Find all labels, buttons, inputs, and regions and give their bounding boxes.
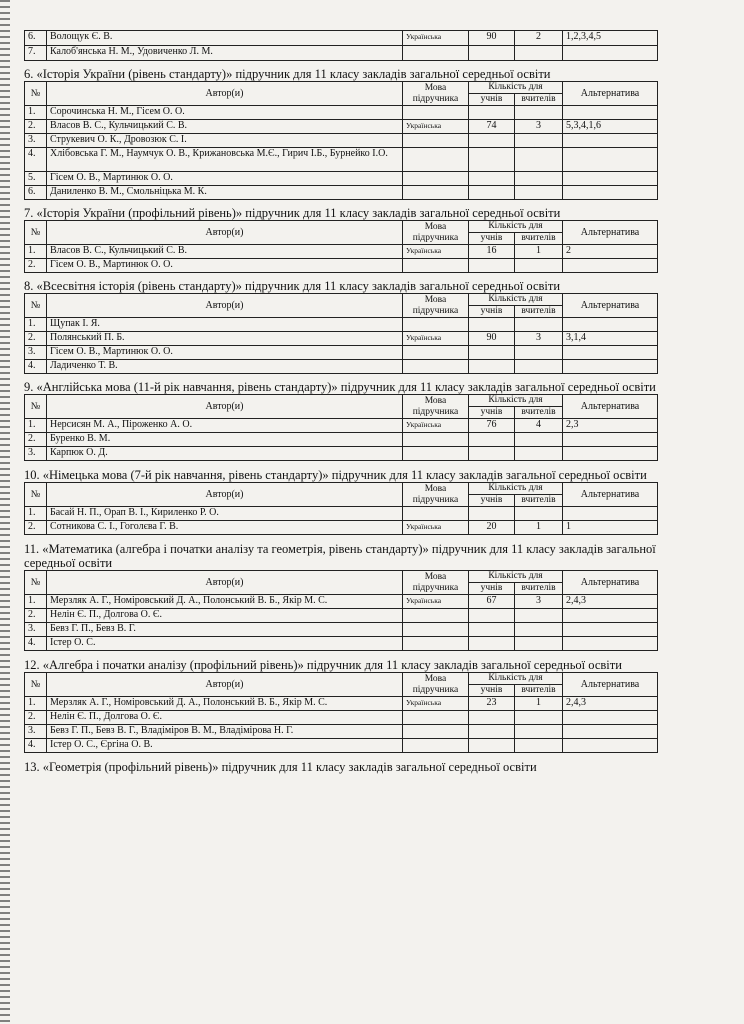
row-language bbox=[403, 507, 469, 521]
table-row bbox=[25, 711, 658, 725]
row-students bbox=[469, 318, 515, 332]
row-teachers bbox=[515, 507, 563, 521]
header-language: Мова підручника bbox=[403, 483, 469, 507]
header-count: Кількість для bbox=[469, 483, 563, 495]
row-alternative bbox=[563, 134, 658, 148]
header-teachers: вчителів bbox=[515, 407, 563, 419]
row-alternative: 2,4,3 bbox=[563, 595, 658, 609]
row-alternative bbox=[563, 360, 658, 374]
header-alternative: Альтернатива bbox=[563, 82, 658, 106]
row-alternative: 3,1,4 bbox=[563, 332, 658, 346]
row-teachers bbox=[515, 346, 563, 360]
table-row bbox=[25, 447, 658, 461]
row-language bbox=[403, 186, 469, 200]
row-teachers bbox=[515, 447, 563, 461]
row-students bbox=[469, 433, 515, 447]
row-author: Мерзляк А. Г., Номіровський Д. А., Полонський В. Б., Якір М. С. bbox=[47, 595, 403, 609]
table-row bbox=[25, 433, 658, 447]
table-row bbox=[25, 148, 658, 172]
textbook-table bbox=[24, 570, 658, 651]
row-number: 2. bbox=[25, 120, 47, 134]
row-author: Власов В. С., Кульчицький С. В. bbox=[47, 245, 403, 259]
header-language: Мова підручника bbox=[403, 571, 469, 595]
row-number: 7. bbox=[25, 46, 47, 61]
header-author: Автор(и) bbox=[47, 673, 403, 697]
row-language bbox=[403, 711, 469, 725]
header-num: № bbox=[25, 673, 47, 697]
row-author: Нерсисян М. А., Піроженко А. О. bbox=[47, 419, 403, 433]
header-teachers: вчителів bbox=[515, 306, 563, 318]
row-number: 1. bbox=[25, 106, 47, 120]
section-title: 11. «Математика (алгебра і початки аналізу та геометрія, рівень стандарту)» підручник для 11 класу закладів загальної середньої освіти bbox=[24, 542, 656, 570]
header-num: № bbox=[25, 571, 47, 595]
row-number: 1. bbox=[25, 595, 47, 609]
row-students bbox=[469, 637, 515, 651]
row-author: Ладиченко Т. В. bbox=[47, 360, 403, 374]
header-row bbox=[25, 82, 658, 94]
header-row bbox=[25, 483, 658, 495]
table-row bbox=[25, 106, 658, 120]
row-alternative bbox=[563, 637, 658, 651]
row-author: Буренко В. М. bbox=[47, 433, 403, 447]
row-students bbox=[469, 106, 515, 120]
row-author: Власов В. С., Кульчицький С. В. bbox=[47, 120, 403, 134]
textbook-table bbox=[24, 672, 658, 753]
row-teachers: 3 bbox=[515, 120, 563, 134]
row-alternative bbox=[563, 172, 658, 186]
header-teachers: вчителів bbox=[515, 233, 563, 245]
row-language bbox=[403, 46, 469, 61]
table-row bbox=[25, 134, 658, 148]
row-number: 1. bbox=[25, 245, 47, 259]
header-count: Кількість для bbox=[469, 395, 563, 407]
header-alternative: Альтернатива bbox=[563, 395, 658, 419]
row-students: 20 bbox=[469, 521, 515, 535]
header-author: Автор(и) bbox=[47, 82, 403, 106]
header-students: учнів bbox=[469, 407, 515, 419]
row-alternative bbox=[563, 711, 658, 725]
header-alternative: Альтернатива bbox=[563, 294, 658, 318]
row-number: 6. bbox=[25, 31, 47, 46]
row-number: 3. bbox=[25, 346, 47, 360]
table-row bbox=[25, 595, 658, 609]
textbook-table bbox=[24, 394, 658, 461]
row-number: 6. bbox=[25, 186, 47, 200]
row-teachers bbox=[515, 259, 563, 273]
row-author: Гісем О. В., Мартинюк О. О. bbox=[47, 346, 403, 360]
row-author: Басай Н. П., Орап В. І., Кириленко Р. О. bbox=[47, 507, 403, 521]
header-students: учнів bbox=[469, 495, 515, 507]
table-row bbox=[25, 507, 658, 521]
row-students bbox=[469, 46, 515, 61]
row-number: 1. bbox=[25, 507, 47, 521]
row-author: Гісем О. В., Мартинюк О. О. bbox=[47, 172, 403, 186]
row-author: Мерзляк А. Г., Номіровський Д. А., Полонський В. Б., Якір М. С. bbox=[47, 697, 403, 711]
table-row bbox=[25, 637, 658, 651]
row-students bbox=[469, 346, 515, 360]
document-page bbox=[24, 0, 664, 774]
row-author: Нелін Є. П., Долгова О. Є. bbox=[47, 711, 403, 725]
row-teachers bbox=[515, 134, 563, 148]
row-students bbox=[469, 134, 515, 148]
row-number: 2. bbox=[25, 609, 47, 623]
row-language: Українська bbox=[403, 245, 469, 259]
row-language bbox=[403, 433, 469, 447]
row-students: 76 bbox=[469, 419, 515, 433]
row-teachers bbox=[515, 623, 563, 637]
row-number: 4. bbox=[25, 360, 47, 374]
row-teachers: 1 bbox=[515, 697, 563, 711]
header-author: Автор(и) bbox=[47, 294, 403, 318]
row-teachers: 1 bbox=[515, 521, 563, 535]
row-language bbox=[403, 609, 469, 623]
header-row bbox=[25, 294, 658, 306]
row-language: Українська bbox=[403, 697, 469, 711]
row-language bbox=[403, 106, 469, 120]
textbook-table bbox=[24, 482, 658, 535]
row-language bbox=[403, 637, 469, 651]
header-count: Кількість для bbox=[469, 571, 563, 583]
table-row bbox=[25, 186, 658, 200]
row-author: Гісем О. В., Мартинюк О. О. bbox=[47, 259, 403, 273]
header-num: № bbox=[25, 82, 47, 106]
header-row bbox=[25, 571, 658, 583]
row-number: 1. bbox=[25, 318, 47, 332]
table-row bbox=[25, 346, 658, 360]
header-row bbox=[25, 221, 658, 233]
row-alternative bbox=[563, 433, 658, 447]
row-author: Даниленко В. М., Смольніцька М. К. bbox=[47, 186, 403, 200]
row-students bbox=[469, 725, 515, 739]
row-number: 3. bbox=[25, 447, 47, 461]
header-students: учнів bbox=[469, 685, 515, 697]
row-teachers: 3 bbox=[515, 332, 563, 346]
row-alternative bbox=[563, 46, 658, 61]
table-row bbox=[25, 623, 658, 637]
row-alternative bbox=[563, 148, 658, 172]
row-students bbox=[469, 623, 515, 637]
table-row bbox=[25, 46, 658, 61]
header-students: учнів bbox=[469, 306, 515, 318]
row-teachers bbox=[515, 609, 563, 623]
section-title: 10. «Німецька мова (7-й рік навчання, рівень стандарту)» підручник для 11 класу закладів загальної середньої освіти bbox=[24, 468, 647, 482]
header-language: Мова підручника bbox=[403, 673, 469, 697]
row-language bbox=[403, 148, 469, 172]
header-students: учнів bbox=[469, 94, 515, 106]
row-author: Волощук Є. В. bbox=[47, 31, 403, 46]
row-language bbox=[403, 360, 469, 374]
row-students bbox=[469, 507, 515, 521]
row-language bbox=[403, 346, 469, 360]
header-language: Мова підручника bbox=[403, 294, 469, 318]
row-teachers: 4 bbox=[515, 419, 563, 433]
row-author: Істер О. С., Єргіна О. В. bbox=[47, 739, 403, 753]
table-row bbox=[25, 259, 658, 273]
row-number: 3. bbox=[25, 134, 47, 148]
table-row bbox=[25, 245, 658, 259]
row-alternative bbox=[563, 318, 658, 332]
row-students: 74 bbox=[469, 120, 515, 134]
row-students: 67 bbox=[469, 595, 515, 609]
row-author: Полянський П. Б. bbox=[47, 332, 403, 346]
header-num: № bbox=[25, 395, 47, 419]
header-alternative: Альтернатива bbox=[563, 483, 658, 507]
header-teachers: вчителів bbox=[515, 685, 563, 697]
header-author: Автор(и) bbox=[47, 483, 403, 507]
row-alternative bbox=[563, 447, 658, 461]
header-students: учнів bbox=[469, 233, 515, 245]
table-row bbox=[25, 725, 658, 739]
row-alternative: 2,3 bbox=[563, 419, 658, 433]
table-row bbox=[25, 332, 658, 346]
header-author: Автор(и) bbox=[47, 221, 403, 245]
row-author: Сотникова С. І., Гоголєва Г. В. bbox=[47, 521, 403, 535]
header-teachers: вчителів bbox=[515, 94, 563, 106]
row-teachers bbox=[515, 711, 563, 725]
row-language bbox=[403, 725, 469, 739]
row-number: 2. bbox=[25, 433, 47, 447]
table-row bbox=[25, 360, 658, 374]
row-number: 4. bbox=[25, 148, 47, 172]
header-alternative: Альтернатива bbox=[563, 221, 658, 245]
row-teachers bbox=[515, 637, 563, 651]
row-students bbox=[469, 186, 515, 200]
sections-container bbox=[24, 67, 664, 774]
row-number: 2. bbox=[25, 332, 47, 346]
header-count: Кількість для bbox=[469, 673, 563, 685]
row-number: 4. bbox=[25, 739, 47, 753]
row-alternative: 5,3,4,1,6 bbox=[563, 120, 658, 134]
top-table bbox=[24, 30, 658, 61]
row-alternative bbox=[563, 346, 658, 360]
row-language: Українська bbox=[403, 595, 469, 609]
header-count: Кількість для bbox=[469, 221, 563, 233]
header-num: № bbox=[25, 483, 47, 507]
row-students: 16 bbox=[469, 245, 515, 259]
row-language bbox=[403, 259, 469, 273]
row-language: Українська bbox=[403, 332, 469, 346]
row-author: Бевз Г. П., Бевз В. Г. bbox=[47, 623, 403, 637]
header-num: № bbox=[25, 294, 47, 318]
row-teachers bbox=[515, 46, 563, 61]
textbook-table bbox=[24, 81, 658, 200]
section-title: 8. «Всесвітня історія (рівень стандарту)» підручник для 11 класу закладів загальної середньої освіти bbox=[24, 279, 561, 293]
section-title: 9. «Англійська мова (11-й рік навчання, рівень стандарту)» підручник для 11 класу закладів загальної середньої освіти bbox=[24, 380, 656, 394]
row-teachers bbox=[515, 433, 563, 447]
row-author: Карпюк О. Д. bbox=[47, 447, 403, 461]
row-language bbox=[403, 134, 469, 148]
table-row bbox=[25, 739, 658, 753]
binding-holes bbox=[0, 0, 10, 1024]
header-students: учнів bbox=[469, 583, 515, 595]
textbook-table bbox=[24, 220, 658, 273]
section-title: 12. «Алгебра і початки аналізу (профільний рівень)» підручник для 11 класу закладів загальної середньої освіти bbox=[24, 658, 622, 672]
row-teachers bbox=[515, 360, 563, 374]
row-alternative bbox=[563, 739, 658, 753]
header-author: Автор(и) bbox=[47, 395, 403, 419]
row-author: Нелін Є. П., Долгова О. Є. bbox=[47, 609, 403, 623]
row-alternative: 1,2,3,4,5 bbox=[563, 31, 658, 46]
header-language: Мова підручника bbox=[403, 82, 469, 106]
row-number: 2. bbox=[25, 259, 47, 273]
header-count: Кількість для bbox=[469, 82, 563, 94]
row-author: Калоб'янська Н. М., Удовиченко Л. М. bbox=[47, 46, 403, 61]
row-teachers: 3 bbox=[515, 595, 563, 609]
row-students: 90 bbox=[469, 31, 515, 46]
header-teachers: вчителів bbox=[515, 583, 563, 595]
row-number: 1. bbox=[25, 419, 47, 433]
table-row bbox=[25, 609, 658, 623]
row-alternative bbox=[563, 623, 658, 637]
row-number: 4. bbox=[25, 637, 47, 651]
row-students bbox=[469, 609, 515, 623]
row-alternative bbox=[563, 106, 658, 120]
row-alternative bbox=[563, 725, 658, 739]
section-title: 6. «Історія України (рівень стандарту)» підручник для 11 класу закладів загальної середньої освіти bbox=[24, 67, 551, 81]
row-teachers bbox=[515, 106, 563, 120]
row-author: Струкевич О. К., Дровозюк С. І. bbox=[47, 134, 403, 148]
header-row bbox=[25, 673, 658, 685]
row-number: 3. bbox=[25, 623, 47, 637]
row-author: Сорочинська Н. М., Гісем О. О. bbox=[47, 106, 403, 120]
row-language: Українська bbox=[403, 120, 469, 134]
row-students bbox=[469, 259, 515, 273]
row-language bbox=[403, 739, 469, 753]
row-students bbox=[469, 711, 515, 725]
row-students: 90 bbox=[469, 332, 515, 346]
row-alternative: 2,4,3 bbox=[563, 697, 658, 711]
row-language: Українська bbox=[403, 31, 469, 46]
row-author: Хлібовська Г. М., Наумчук О. В., Крижановська М.Є., Гирич І.Б., Бурнейко І.О. bbox=[47, 148, 403, 172]
row-teachers bbox=[515, 725, 563, 739]
header-language: Мова підручника bbox=[403, 221, 469, 245]
header-teachers: вчителів bbox=[515, 495, 563, 507]
header-num: № bbox=[25, 221, 47, 245]
header-author: Автор(и) bbox=[47, 571, 403, 595]
header-alternative: Альтернатива bbox=[563, 571, 658, 595]
row-teachers: 2 bbox=[515, 31, 563, 46]
row-language bbox=[403, 318, 469, 332]
row-language bbox=[403, 172, 469, 186]
row-alternative bbox=[563, 186, 658, 200]
table-row bbox=[25, 419, 658, 433]
header-count: Кількість для bbox=[469, 294, 563, 306]
header-row bbox=[25, 395, 658, 407]
row-alternative bbox=[563, 507, 658, 521]
table-row bbox=[25, 697, 658, 711]
row-language bbox=[403, 623, 469, 637]
section-title: 13. «Геометрія (профільний рівень)» підручник для 11 класу закладів загальної середньої освіти bbox=[24, 760, 537, 774]
row-alternative: 2 bbox=[563, 245, 658, 259]
row-teachers: 1 bbox=[515, 245, 563, 259]
row-alternative: 1 bbox=[563, 521, 658, 535]
table-row bbox=[25, 31, 658, 46]
row-author: Щупак І. Я. bbox=[47, 318, 403, 332]
row-author: Істер О. С. bbox=[47, 637, 403, 651]
table-row bbox=[25, 318, 658, 332]
row-number: 1. bbox=[25, 697, 47, 711]
header-language: Мова підручника bbox=[403, 395, 469, 419]
row-students bbox=[469, 172, 515, 186]
table-row bbox=[25, 172, 658, 186]
row-number: 2. bbox=[25, 711, 47, 725]
row-alternative bbox=[563, 259, 658, 273]
row-number: 5. bbox=[25, 172, 47, 186]
row-teachers bbox=[515, 186, 563, 200]
row-students bbox=[469, 148, 515, 172]
row-language: Українська bbox=[403, 419, 469, 433]
row-language bbox=[403, 447, 469, 461]
header-alternative: Альтернатива bbox=[563, 673, 658, 697]
row-author: Бевз Г. П., Бевз В. Г., Владіміров В. М., Владімірова Н. Г. bbox=[47, 725, 403, 739]
row-students bbox=[469, 360, 515, 374]
row-number: 2. bbox=[25, 521, 47, 535]
section-title: 7. «Історія України (профільний рівень)» підручник для 11 класу закладів загальної середньої освіти bbox=[24, 206, 561, 220]
table-row bbox=[25, 521, 658, 535]
table-row bbox=[25, 120, 658, 134]
row-students bbox=[469, 447, 515, 461]
row-teachers bbox=[515, 172, 563, 186]
textbook-table bbox=[24, 293, 658, 374]
row-teachers bbox=[515, 318, 563, 332]
row-language: Українська bbox=[403, 521, 469, 535]
row-teachers bbox=[515, 148, 563, 172]
row-students bbox=[469, 739, 515, 753]
row-students: 23 bbox=[469, 697, 515, 711]
row-alternative bbox=[563, 609, 658, 623]
row-number: 3. bbox=[25, 725, 47, 739]
row-teachers bbox=[515, 739, 563, 753]
